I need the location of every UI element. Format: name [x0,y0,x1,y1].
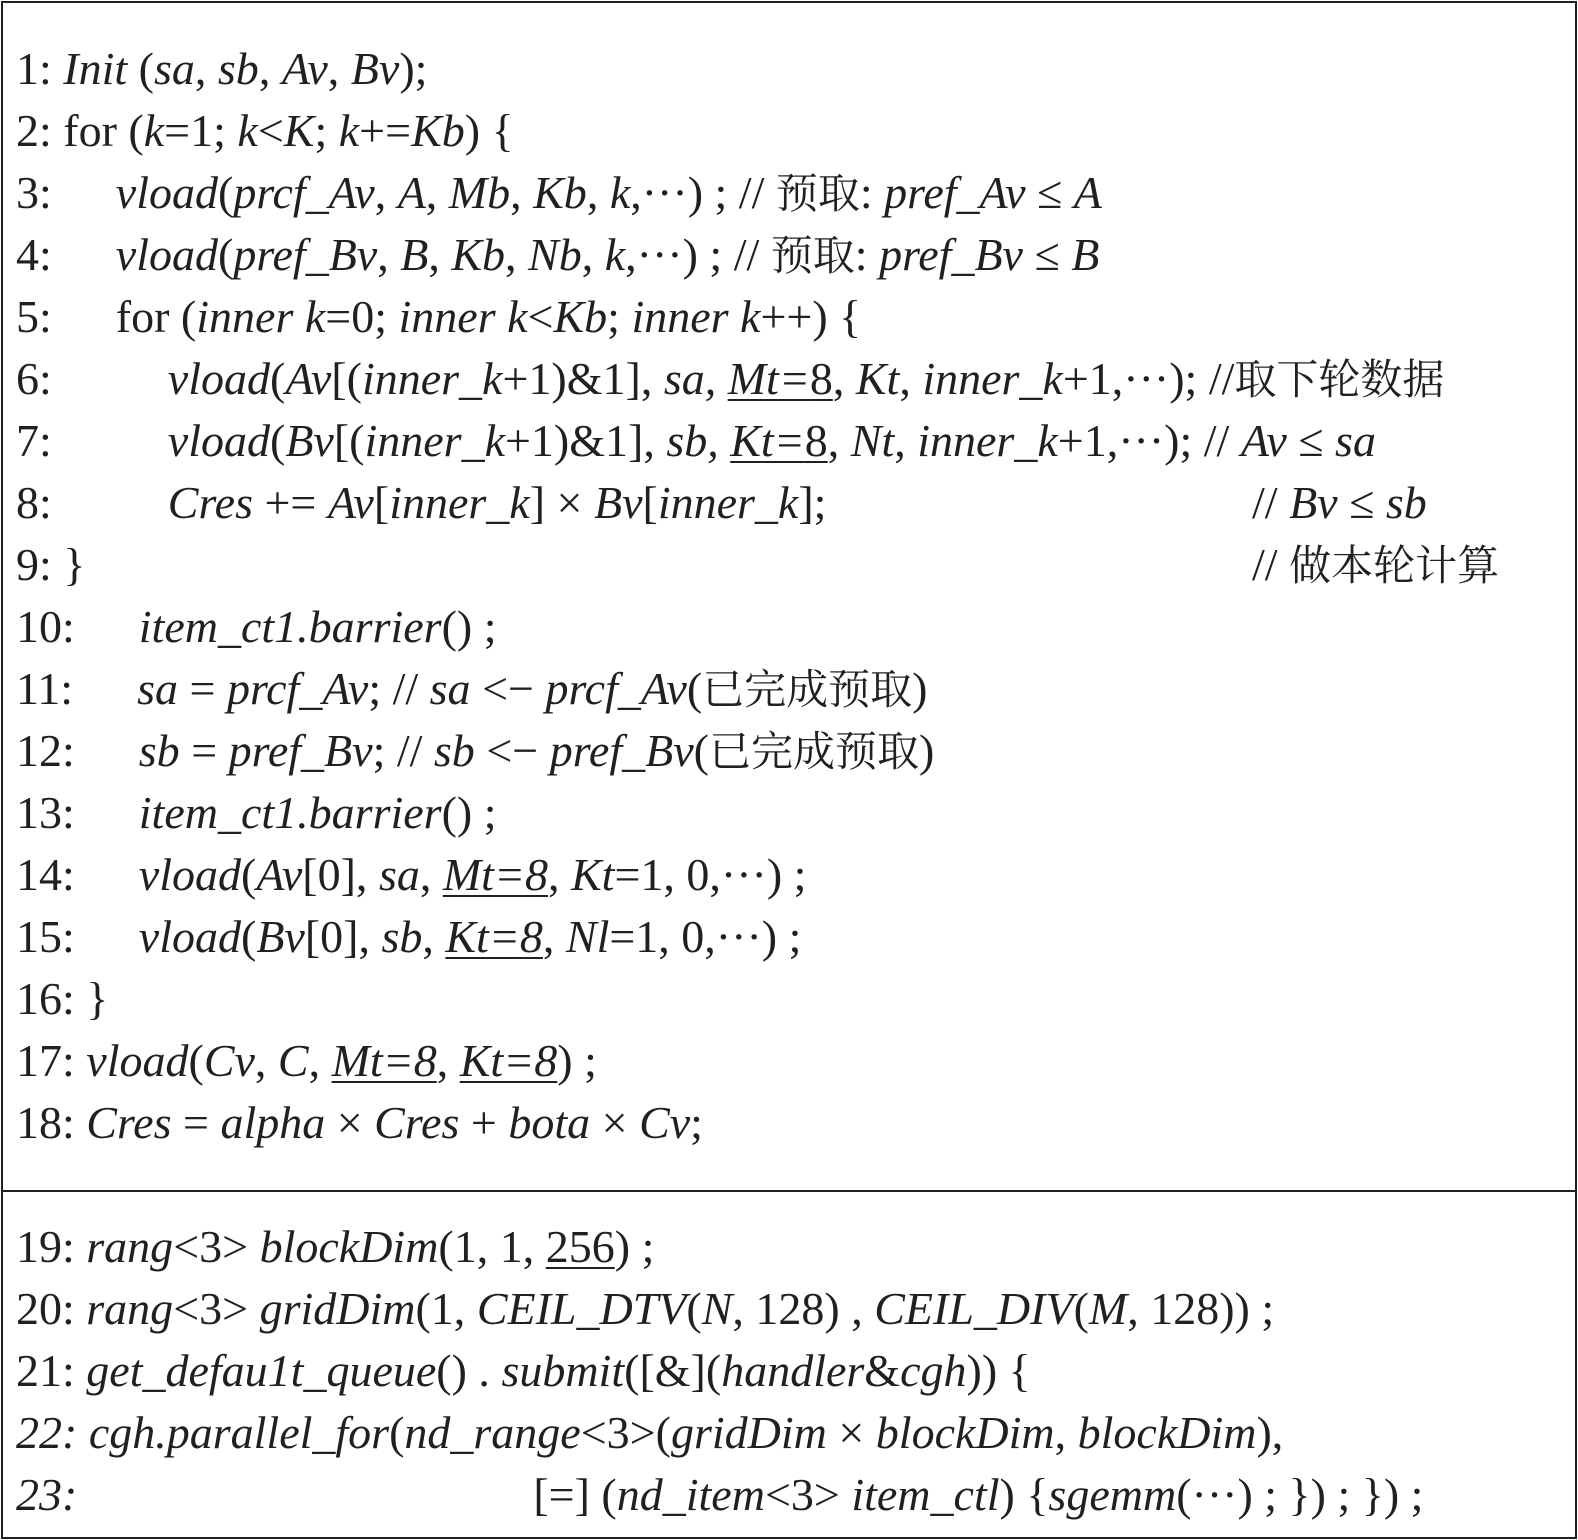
code-line-3: 3: vload(prcf_Av, A, Mb, Kb, k,···) ; // 预取: pref_Av ≤ A [16,167,1102,218]
code-line-19: 19: rang<3> blockDim(1, 1, 256) ; [16,1221,655,1272]
code-line-4: 4: vload(pref_Bv, B, Kb, Nb, k,···) ; // 预取: pref_Bv ≤ B [16,229,1100,280]
code-comment-9: // 做本轮计算 [1252,539,1500,590]
section-divider [3,1190,1575,1192]
code-line-16: 16: } [16,973,109,1024]
code-line-8: 8: Cres += Av[inner_k] × Bv[inner_k]; [16,477,827,528]
code-line-5: 5: for (inner k=0; inner k<Kb; inner k++) { [16,291,862,342]
code-line-13: 13: item_ct1.barrier() ; [16,787,497,838]
code-line-23: 23: [=] (nd_item<3> item_ctl) {sgemm(···) ; }) ; }) ; [16,1469,1424,1520]
code-line-10: 10: item_ct1.barrier() ; [16,601,497,652]
code-line-20: 20: rang<3> gridDim(1, CEIL_DTV(N, 128) , CEIL_DIV(M, 128)) ; [16,1283,1275,1334]
code-line-21: 21: get_defau1t_queue() . submit([&](handler&cgh)) { [16,1345,1031,1396]
code-line-2: 2: for (k=1; k<K; k+=Kb) { [16,105,514,156]
code-line-15: 15: vload(Bv[0], sb, Kt=8, Nl=1, 0,···) ; [16,911,802,962]
code-line-11: 11: sa = prcf_Av; // sa <− prcf_Av(已完成预取) [16,663,928,714]
code-line-22: 22: cgh.parallel_for(nd_range<3>(gridDim × blockDim, blockDim), [16,1407,1284,1458]
code-comment-8: // Bv ≤ sb [1252,477,1427,528]
code-line-12: 12: sb = pref_Bv; // sb <− pref_Bv(已完成预取) [16,725,935,776]
code-line-9: 9: } [16,539,86,590]
code-line-14: 14: vload(Av[0], sa, Mt=8, Kt=1, 0,···) ; [16,849,807,900]
code-line-18: 18: Cres = alpha × Cres + bota × Cv; [16,1097,703,1148]
code-line-1: 1: Init (sa, sb, Av, Bv); [16,43,428,94]
code-line-7: 7: vload(Bv[(inner_k+1)&1], sb, Kt=8, Nt, inner_k+1,···); // Av ≤ sa [16,415,1376,466]
code-line-6: 6: vload(Av[(inner_k+1)&1], sa, Mt=8, Kt, inner_k+1,···); //取下轮数据 [16,353,1445,404]
code-line-17: 17: vload(Cv, C, Mt=8, Kt=8) ; [16,1035,597,1086]
